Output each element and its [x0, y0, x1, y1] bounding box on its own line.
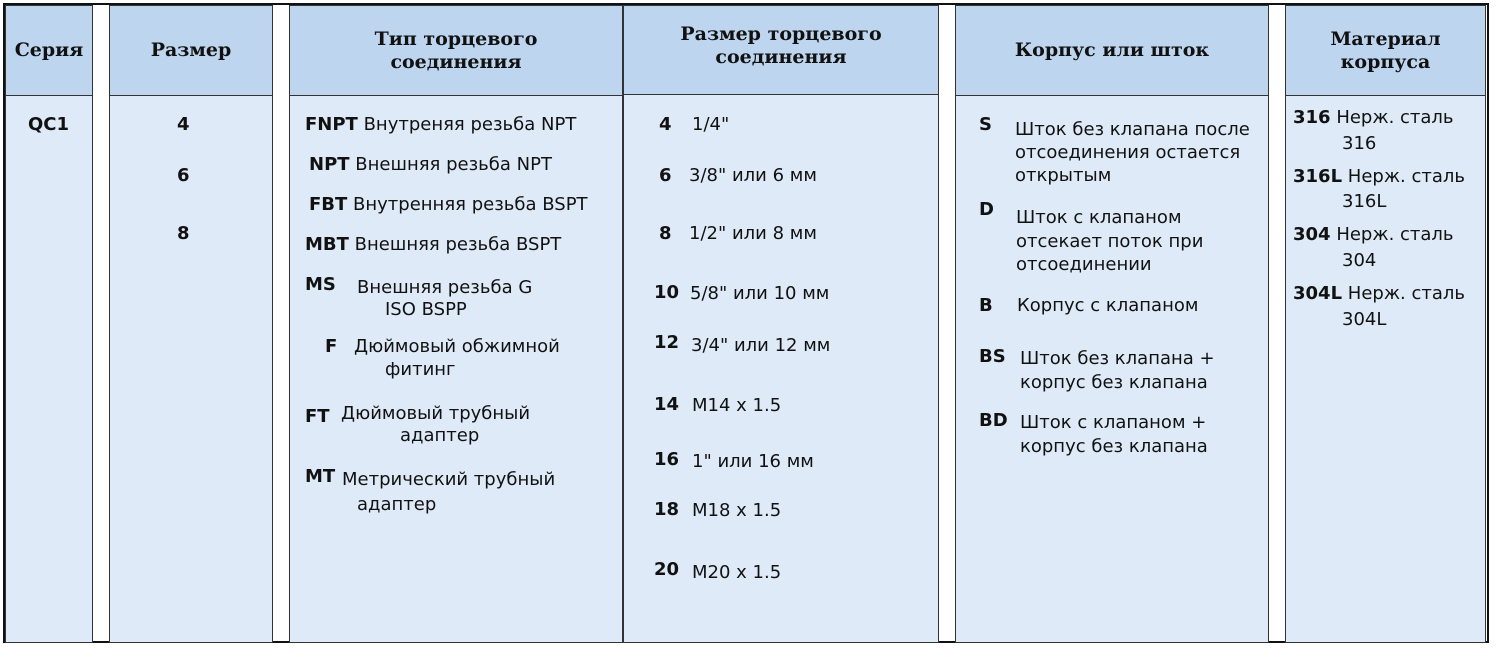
material-item [1293, 282, 1465, 305]
connection-type-code: FBT [309, 194, 348, 215]
connection-type-desc: Внешняя резьба BSPT [354, 234, 562, 255]
series-header [6, 6, 92, 96]
connection-type-item [309, 153, 552, 176]
connection-type-desc: адаптер [400, 425, 480, 446]
material-desc: Нерж. сталь [1347, 166, 1466, 187]
connection-type-header [290, 6, 622, 96]
connection-type-code: FT [305, 406, 330, 427]
material-desc: Нерж. сталь [1336, 224, 1454, 245]
connection-size-code: 10 [654, 282, 680, 303]
material-header-line: Материал [1330, 27, 1441, 50]
body-stem-code: BS [979, 346, 1006, 367]
connection-size-header-line: соединения [715, 46, 847, 68]
body-stem-desc: Шток без клапана + [1020, 348, 1215, 369]
connection-size-desc: 1" или 16 мм [692, 451, 814, 472]
body-stem-code: D [979, 199, 994, 220]
connection-type-code: F [325, 336, 338, 357]
connection-size-desc: 1/2" или 8 мм [689, 223, 817, 244]
connection-type-desc: Внешняя резьба NPT [355, 154, 552, 175]
connection-size-desc: 1/4" [692, 114, 730, 135]
body-stem-desc: отсоединения остается [1015, 142, 1241, 163]
connection-size-header-line: Размер торцевого [680, 23, 882, 45]
connection-size-code: 20 [654, 559, 680, 580]
body-stem-desc: отсекает поток при [1016, 231, 1204, 252]
connection-type-desc: Внутреняя резьба NPT [363, 114, 577, 135]
material-item [1293, 106, 1454, 129]
connection-size-code: 12 [654, 332, 680, 353]
material-desc: 316 [1342, 133, 1377, 154]
series-column [5, 5, 93, 643]
material-header [1286, 6, 1485, 96]
material-code: 316L [1293, 166, 1343, 187]
connection-type-desc: Внешняя резьба G [357, 277, 533, 298]
connection-type-desc: ISO BSPP [385, 299, 467, 320]
connection-type-header-line: соединения [390, 50, 522, 73]
material-desc: Нерж. сталь [1347, 283, 1466, 304]
connection-type-desc: адаптер [357, 494, 437, 515]
connection-size-desc: M14 x 1.5 [692, 395, 782, 416]
body-stem-desc: Шток с клапаном [1016, 207, 1182, 228]
material-desc: Нерж. сталь [1336, 107, 1454, 128]
body-stem-code: B [979, 295, 993, 316]
connection-size-header [624, 6, 938, 95]
connection-type-desc: фитинг [385, 359, 456, 380]
connection-type-item [305, 113, 576, 136]
material-item [1293, 223, 1454, 246]
connection-type-code: FNPT [305, 114, 358, 135]
connection-size-desc: 5/8" или 10 мм [690, 283, 830, 304]
body-stem-desc: Корпус с клапаном [1017, 295, 1199, 316]
connection-size-desc: 3/4" или 12 мм [691, 335, 831, 356]
connection-type-code: MBT [305, 234, 349, 255]
size-value: 6 [177, 165, 190, 186]
connection-type-desc: Метрический трубный [342, 469, 556, 490]
body-stem-code: BD [979, 410, 1008, 431]
connection-size-code: 6 [659, 165, 672, 186]
body-stem-column [955, 5, 1269, 643]
body-stem-desc: отсоединении [1016, 254, 1152, 275]
body-stem-desc: корпус без клапана [1020, 372, 1208, 393]
material-item [1293, 165, 1465, 188]
connection-type-desc: Дюймовый обжимной [354, 336, 560, 357]
connection-size-desc: 3/8" или 6 мм [689, 165, 817, 186]
body-stem-header-label: Корпус или шток [1014, 39, 1210, 61]
material-desc: 304 [1342, 250, 1377, 271]
material-desc: 316L [1342, 191, 1387, 212]
body-stem-header [956, 6, 1268, 96]
material-column [1285, 5, 1486, 643]
connection-type-item [309, 193, 588, 216]
material-header-line: корпуса [1340, 50, 1431, 73]
connection-size-code: 8 [659, 223, 672, 244]
connection-type-column [289, 5, 623, 643]
size-value: 4 [177, 114, 190, 135]
connection-size-desc: M18 x 1.5 [692, 500, 782, 521]
connection-type-item [305, 233, 561, 256]
connection-size-code: 4 [659, 114, 672, 135]
size-column [109, 5, 273, 643]
size-header [110, 6, 272, 96]
size-header-label: Размер [150, 39, 232, 61]
connection-size-code: 16 [654, 449, 680, 470]
material-code: 304 [1293, 224, 1331, 245]
connection-type-code: MS [305, 274, 336, 295]
connection-size-desc: M20 x 1.5 [692, 562, 782, 583]
connection-type-header-line: Тип торцевого [374, 27, 538, 50]
body-stem-desc: Шток с клапаном + [1020, 412, 1207, 433]
body-stem-code: S [979, 114, 992, 135]
body-stem-desc: корпус без клапана [1020, 436, 1208, 457]
body-stem-desc: Шток без клапана после [1015, 119, 1250, 140]
series-value: QC1 [28, 114, 70, 135]
material-code: 316 [1293, 107, 1331, 128]
series-header-label: Серия [14, 39, 84, 61]
connection-size-code: 18 [654, 499, 680, 520]
material-code: 304L [1293, 283, 1343, 304]
connection-size-code: 14 [654, 394, 680, 415]
connection-size-column [623, 5, 939, 643]
material-desc: 304L [1342, 309, 1387, 330]
connection-type-desc: Дюймовый трубный [341, 403, 531, 424]
body-stem-desc: открытым [1015, 165, 1112, 186]
connection-type-code: MT [305, 466, 336, 487]
connection-type-code: NPT [309, 154, 350, 175]
size-value: 8 [177, 223, 190, 244]
connection-type-desc: Внутренняя резьба BSPT [353, 194, 588, 215]
